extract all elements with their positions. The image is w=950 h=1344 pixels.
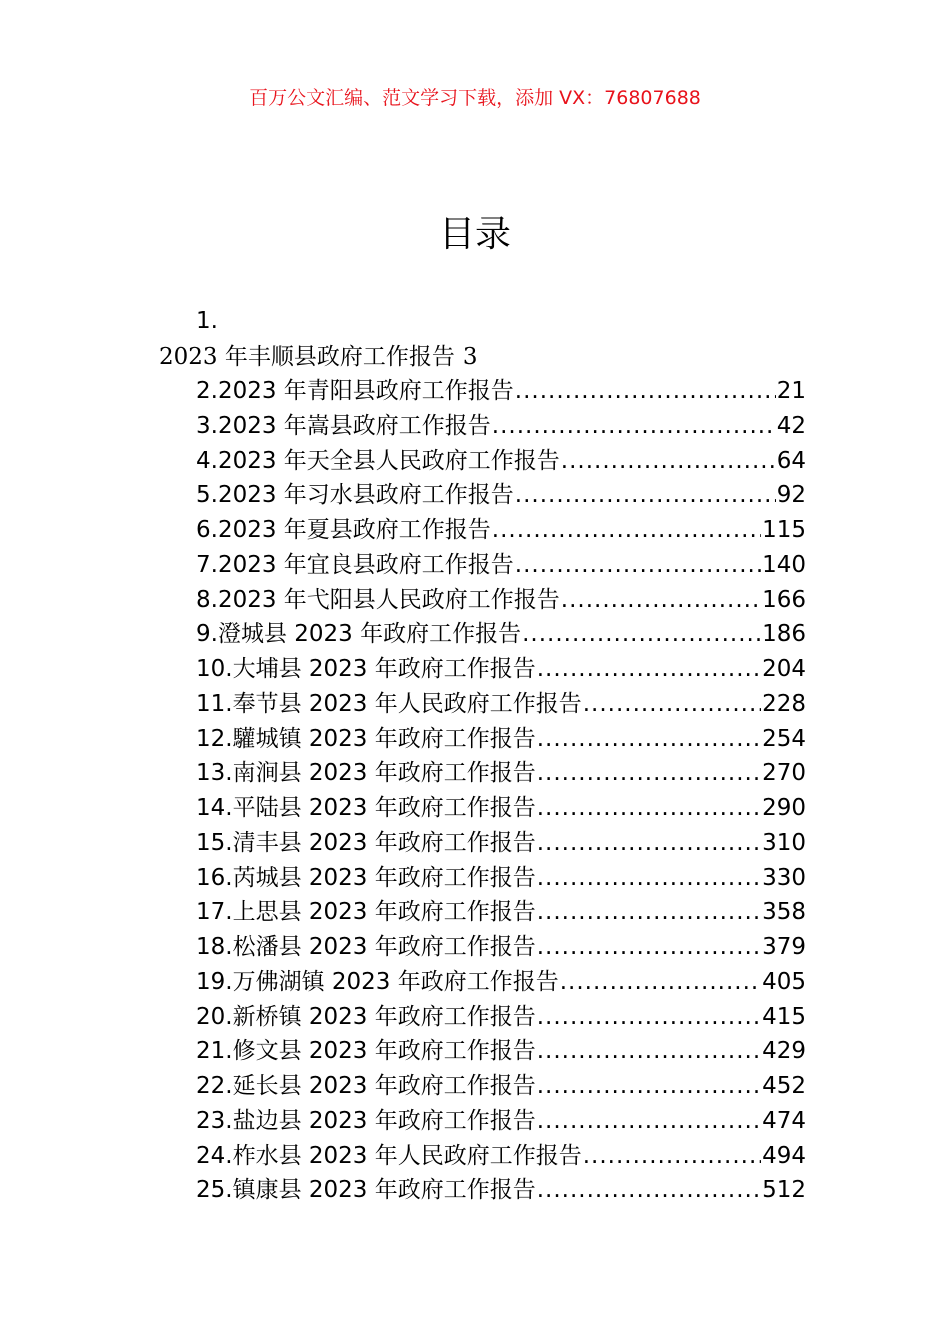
toc-entry[interactable]	[196, 374, 806, 409]
toc-entry-page: 21	[776, 378, 806, 404]
dot-leader	[515, 548, 761, 583]
toc-entry[interactable]	[196, 687, 806, 722]
toc-entry-title: 11.奉节县 2023 年人民政府工作报告	[196, 690, 582, 717]
table-of-contents	[196, 374, 806, 1208]
dot-leader	[537, 1000, 761, 1035]
toc-entry-page: 186	[762, 621, 806, 648]
toc-entry-title: 7.2023 年宜良县政府工作报告	[196, 551, 514, 578]
dot-leader	[537, 826, 761, 861]
toc-entry-title: 10.大埔县 2023 年政府工作报告	[196, 656, 536, 682]
dot-leader	[522, 617, 761, 652]
dot-leader	[537, 1034, 761, 1069]
toc-entry[interactable]	[196, 1104, 806, 1139]
toc-entry[interactable]	[196, 791, 806, 826]
toc-entry-title: 6.2023 年夏县政府工作报告	[196, 517, 491, 543]
dot-leader	[492, 409, 776, 444]
toc-entry-title: 20.新桥镇 2023 年政府工作报告	[196, 1003, 536, 1030]
toc-entry-title: 18.松潘县 2023 年政府工作报告	[196, 934, 536, 960]
toc-entry-title: 5.2023 年习水县政府工作报告	[196, 482, 514, 509]
toc-entry-page: 494	[762, 1142, 806, 1169]
toc-entry[interactable]	[196, 548, 806, 583]
toc-entry[interactable]	[196, 930, 806, 965]
toc-entry-title: 24.柞水县 2023 年人民政府工作报告	[196, 1142, 582, 1169]
toc-entry-title: 4.2023 年天全县人民政府工作报告	[196, 447, 560, 474]
toc-entry-page: 429	[762, 1038, 806, 1065]
toc-entry-page: 290	[762, 795, 806, 821]
toc-entry-title: 12.驩城镇 2023 年政府工作报告	[196, 725, 536, 752]
toc-entry[interactable]	[196, 1173, 806, 1208]
toc-entry-page: 512	[762, 1177, 806, 1204]
toc-entry[interactable]	[196, 409, 806, 444]
toc-entry-title: 14.平陆县 2023 年政府工作报告	[196, 795, 536, 821]
dot-leader	[537, 1069, 761, 1104]
toc-entry-page: 204	[762, 656, 806, 682]
toc-entry-title: 17.上思县 2023 年政府工作报告	[196, 899, 536, 926]
dot-leader	[515, 374, 776, 409]
toc-entry-page: 310	[762, 829, 806, 856]
toc-entry-title: 16.芮城县 2023 年政府工作报告	[196, 864, 536, 891]
toc-entry-page: 42	[776, 412, 806, 439]
toc-entry-title: 9.澄城县 2023 年政府工作报告	[196, 621, 522, 648]
toc-entry[interactable]	[196, 722, 806, 757]
toc-entry-page: 358	[762, 899, 806, 926]
toc-entry-page: 166	[762, 586, 806, 613]
toc-entry-title: 2.2023 年青阳县政府工作报告	[196, 378, 514, 404]
toc-entry-title: 8.2023 年弋阳县人民政府工作报告	[196, 586, 560, 613]
toc-entry-1[interactable]	[159, 340, 478, 374]
toc-entry[interactable]	[196, 513, 806, 548]
toc-entry-title: 13.南涧县 2023 年政府工作报告	[196, 760, 536, 787]
page-title: 目录	[438, 214, 511, 255]
toc-entry[interactable]	[196, 861, 806, 896]
dot-leader	[492, 513, 761, 548]
toc-entry-page: 270	[762, 760, 806, 787]
toc-entry[interactable]	[196, 756, 806, 791]
dot-leader	[537, 1104, 761, 1139]
dot-leader	[537, 895, 761, 930]
toc-entry[interactable]	[196, 652, 806, 687]
toc-entry-page: 379	[762, 934, 806, 960]
toc-entry-page: 228	[762, 690, 806, 717]
toc-entry-1-title: 2023 年丰顺县政府工作报告	[159, 344, 455, 370]
toc-entry[interactable]	[196, 1034, 806, 1069]
dot-leader	[515, 478, 776, 513]
toc-entry[interactable]	[196, 583, 806, 618]
toc-entry-page: 92	[776, 482, 806, 509]
dot-leader	[537, 930, 761, 965]
toc-entry-page: 405	[762, 968, 806, 995]
toc-entry[interactable]	[196, 1000, 806, 1035]
dot-leader	[583, 1139, 761, 1174]
toc-entry[interactable]	[196, 1069, 806, 1104]
toc-entry-title: 21.修文县 2023 年政府工作报告	[196, 1038, 536, 1065]
toc-entry-page: 474	[762, 1107, 806, 1134]
dot-leader	[537, 756, 761, 791]
dot-leader	[561, 444, 776, 479]
toc-entry-page: 140	[762, 551, 806, 578]
toc-entry-page: 330	[762, 864, 806, 891]
dot-leader	[537, 1173, 761, 1208]
toc-entry-title: 25.镇康县 2023 年政府工作报告	[196, 1177, 536, 1204]
toc-entry[interactable]	[196, 478, 806, 513]
dot-leader	[537, 791, 761, 826]
toc-entry[interactable]	[196, 895, 806, 930]
header-note: 百万公文汇编、范文学习下载，添加 VX：76807688	[249, 87, 701, 109]
dot-leader	[560, 965, 761, 1000]
toc-entry-title: 22.延长县 2023 年政府工作报告	[196, 1073, 536, 1099]
toc-entry[interactable]	[196, 444, 806, 479]
toc-entry[interactable]	[196, 965, 806, 1000]
toc-entry-title: 23.盐边县 2023 年政府工作报告	[196, 1107, 536, 1134]
toc-entry-title: 15.清丰县 2023 年政府工作报告	[196, 829, 536, 856]
toc-entry-page: 254	[762, 725, 806, 752]
toc-entry-title: 19.万佛湖镇 2023 年政府工作报告	[196, 968, 559, 995]
toc-entry-page: 415	[762, 1003, 806, 1030]
dot-leader	[561, 583, 761, 618]
toc-entry-page: 452	[762, 1073, 806, 1099]
dot-leader	[537, 722, 761, 757]
toc-entry[interactable]	[196, 617, 806, 652]
toc-entry[interactable]	[196, 826, 806, 861]
toc-entry-1-page: 3	[462, 344, 478, 370]
toc-entry-page: 64	[776, 447, 806, 474]
toc-entry-page: 115	[762, 517, 806, 543]
dot-leader	[537, 861, 761, 896]
toc-entry-1-number: 1.	[196, 308, 218, 334]
dot-leader	[583, 687, 761, 722]
toc-entry-title: 3.2023 年嵩县政府工作报告	[196, 412, 491, 439]
toc-entry[interactable]	[196, 1139, 806, 1174]
dot-leader	[537, 652, 761, 687]
